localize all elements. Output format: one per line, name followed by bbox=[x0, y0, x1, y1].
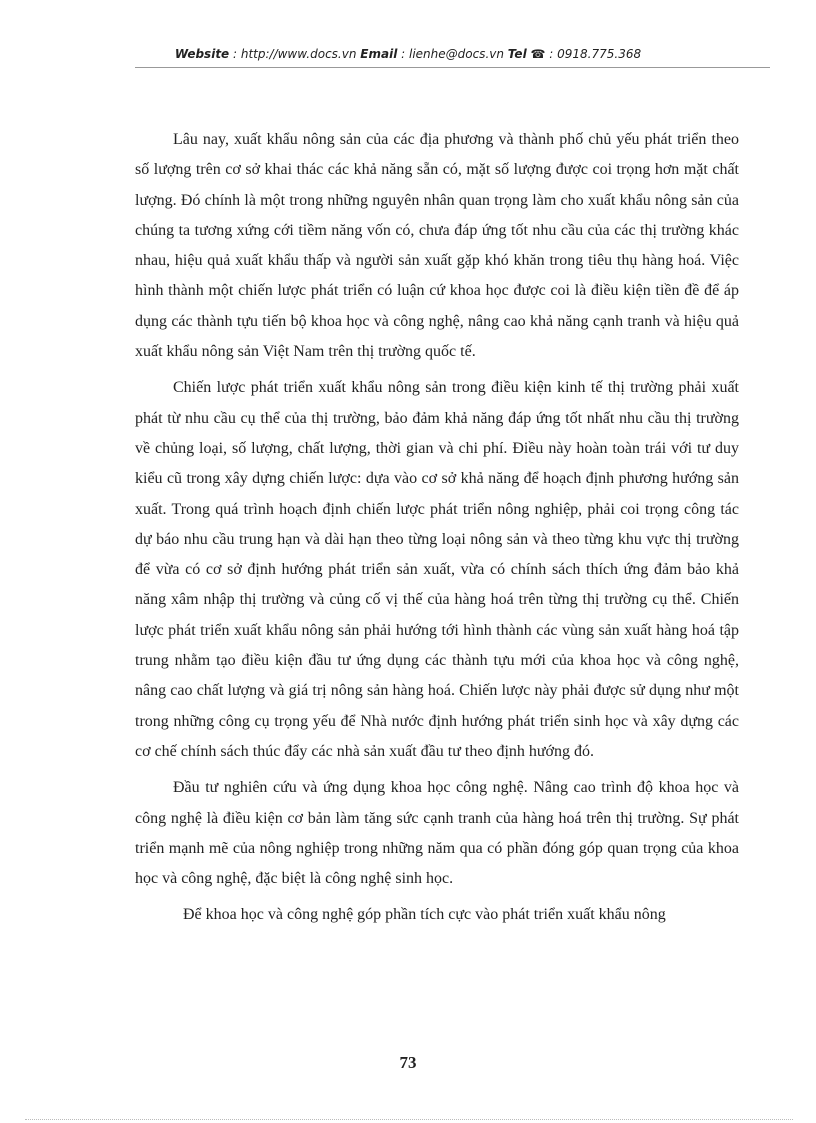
page-header bbox=[0, 47, 816, 61]
website-separator: : bbox=[229, 47, 241, 61]
phone-icon: ☎ bbox=[530, 47, 546, 61]
website-label: Website bbox=[174, 47, 230, 61]
website-url[interactable]: http://www.docs.vn bbox=[240, 47, 357, 61]
paragraph: Lâu nay, xuất khẩu nông sản của các địa phương và thành phố chủ yếu phát triển theo số lượng trên cơ sở khai thác các khả năng sẵn có, mặt số lượng được coi trọng hơn mặt chất lượng. Đó chính là một trong những nguyên nhân quan trọng làm cho xuất khẩu nông sản của chúng ta tương xứng cới tiềm năng vốn có, chưa đáp ứng tốt nhu cầu của các thị trường khác nhau, hiệu quả xuất khẩu thấp và người sản xuất gặp khó khăn trong tiêu thụ hàng hoá. Việc hình thành một chiến lược phát triển có luận cứ khoa học được coi là điều kiện tiền đề để áp dụng các thành tựu tiến bộ khoa học và công nghệ, nâng cao khả năng cạnh tranh và hiệu quả xuất khẩu nông sản Việt Nam trên thị trường quốc tế. bbox=[135, 131, 739, 361]
email-value[interactable]: lienhe@docs.vn bbox=[408, 47, 504, 61]
header-rule bbox=[135, 67, 770, 68]
tel-separator: : bbox=[545, 47, 558, 61]
paragraph: Chiến lược phát triển xuất khẩu nông sản trong điều kiện kinh tế thị trường phải xuất phát từ nhu cầu cụ thể của thị trường, bảo đảm khả năng đáp ứng tốt nhất nhu cầu thị trường về chủng loại, số lượng, chất lượng, thời gian và chi phí. Điều này hoàn toàn trái với tư duy kiểu cũ trong xây dựng chiến lược: dựa vào cơ sở khả năng để hoạch định phương hướng sản xuất. Trong quá trình hoạch định chiến lược phát triển nông nghiệp, phải coi trọng công tác dự báo nhu cầu trung hạn và dài hạn theo từng loại nông sản và theo từng khu vực thị trường để vừa có cơ sở định hướng phát triển sản xuất, vừa có chính sách thích ứng đảm bảo khả năng xâm nhập thị trường và củng cố vị thế của hàng hoá trên từng thị trường cụ thể. Chiến lược phát triển xuất khẩu nông sản phải hướng tới hình thành các vùng sản xuất hàng hoá tập trung nhằm tạo điều kiện đầu tư ứng dụng các thành tựu mới của khoa học và công nghệ, nâng cao chất lượng và giá trị nông sản hàng hoá. Chiến lược này phải được sử dụng như một trong những công cụ trọng yếu để Nhà nước định hướng phát triển sinh học và xây dựng các cơ chế chính sách thúc đẩy các nhà sản xuất đầu tư theo định hướng đó. bbox=[135, 379, 739, 760]
page-bottom-rule bbox=[25, 1119, 793, 1120]
document-body bbox=[135, 125, 739, 937]
tel-label: Tel bbox=[507, 47, 527, 61]
tel-value: 0918.775.368 bbox=[557, 47, 642, 61]
paragraph: Để khoa học và công nghệ góp phần tích cực vào phát triển xuất khẩu nông bbox=[183, 906, 666, 924]
page-number: 73 bbox=[399, 1053, 417, 1072]
email-separator: : bbox=[397, 47, 409, 61]
paragraph: Đầu tư nghiên cứu và ứng dụng khoa học công nghệ. Nâng cao trình độ khoa học và công nghệ là điều kiện cơ bản làm tăng sức cạnh tranh của hàng hoá trên thị trường. Sự phát triển mạnh mẽ của nông nghiệp trong những năm qua có phần đóng góp quan trọng của khoa học và công nghệ, đặc biệt là công nghệ sinh học. bbox=[135, 779, 739, 888]
email-label: Email bbox=[360, 47, 398, 61]
